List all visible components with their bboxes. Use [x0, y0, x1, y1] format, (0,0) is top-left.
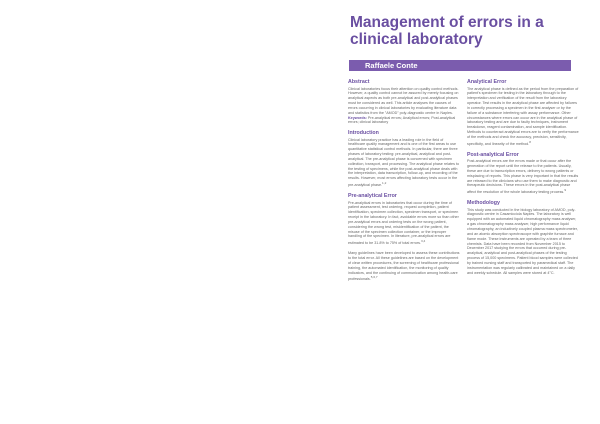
pre-analytical-text: Pre-analytical errors in laboratories that occur during the time of patient assessment, test ordering, request completion, patient identification, specimen collection, specimen transport, or specimen receipt in the laboratory. In fact, avoidable errors more so than other pre-analytical errors and ordering tests on the wrong patient, considering the wrong test, misidentification of the patient, the misuse of the specimen collection container, or the improper handling of the specimen. In literature, pre-analytical errors are estimated to be 31.8% to 75% of total errors.$^{3,4}$: [348, 200, 459, 246]
methodology-heading: Methodology: [467, 200, 500, 207]
post-analytical-heading: Post-analytical Error: [467, 151, 519, 158]
keywords-label: Keywords:: [348, 115, 367, 120]
author-name: Raffaele Conte: [365, 61, 418, 70]
article-title: Management of errors in a clinical laboratory: [350, 14, 544, 48]
post-citation: 9: [564, 188, 567, 193]
introduction-text: Clinical laboratory practice has a leading role in the field of healthcare quality management and is one of the first areas to use quantitative statistical control methods. In particular, there are three phases of laboratory testing: pre-analytical, analytical and post-analytical. The pre-analytical phase is concerned with specimen collection, transport, and processing. The analytical phase relates to the testing of specimens, while the post-analytical phase deals with the interpretation, data transcription, follow-up, and recording of the results. However, most errors affecting laboratory tests occur in the pre-analytical phase.$^{1,2}$: [348, 137, 460, 188]
post-analytical-text: Post-analytical errors are the errors made or that occur after the generation of the report until the release to the patients. Usually, these are due to transcription errors, delivery to wrong patients or misplacing of reports. This phase is very important in that the results are released to the clinicians who use them to make diagnostic and therapeutic decisions. These errors in the post-analytical phase affect the resolution of the whole laboratory testing process.$^9$: [467, 159, 579, 195]
pre-analytical-heading: Pre-analytical Error: [348, 193, 397, 200]
abstract-text: Clinical laboratories focus their attention on quality control methods. However, a quality control cannot be assured by merely focusing on analytical aspects as both pre-analytical and post-analytical phases must be considered as well. This article analyses the causes of errors occurring in clinical laboratories by evaluating literature data and statistics from the "AMOD" poly-diagnostic centre in Naples. Keywords: Pre-analytical errors; Analytical errors; Post-analytical errors; clinical laboratory: [348, 86, 459, 125]
author-bar: [349, 60, 571, 71]
analytical-citation: 8: [529, 139, 531, 144]
guidelines-text: Many guidelines have been developed to assess these contributions to the total error. All these guidelines are based on the development of clear written procedures, the screening of healthcare professional training, the automated identification, the monitoring of quality indicators, and the continuing of communication among health-care professionals.$^{5,6,7}$: [348, 251, 460, 282]
methodology-text: This study was conducted in the biology laboratory of AMOD, poly-diagnostic centre in Casamicciola Naples. The laboratory is well equipped with an automated liquid chromatography mass analyser, a gas chromatography mass analyser, high performance liquid chromatography, an inductively coupled plasma mass spectrometer, and an atomic absorption spectroscope with graphite furnace and flame mode. These instruments are operated by a team of three chemists. Data have been recorded from November 2015 to December 2017 studying the errors that occurred during pre-analytical, analytical and post-analytical phases of the testing process of 15,000 specimens. Patient blood samples were collected by trained nursing staff and transported by paramedical staff. The instrumentation was regularly calibrated and maintained on a daily and weekly schedule. All samples were stored at 4°C.: [467, 207, 578, 275]
introduction-heading: Introduction: [348, 130, 379, 137]
right-column: [467, 79, 579, 280]
keywords-text: Pre-analytical errors; Analytical errors; Post-analytical errors; clinical laboratory: [348, 115, 456, 125]
left-column: [348, 79, 460, 287]
abstract-heading: Abstract: [348, 79, 370, 85]
analytical-heading: Analytical Error: [467, 79, 507, 85]
analytical-text: The analytical phase is defined as the period from the preparation of patient's specimen for testing in the laboratory through to the interpretation and verification of the result from the laboratory operator. Test results in the analytical phase are affected by failures in correctly processing a specimen in the first analyser or by the failure of a substance interfering with assay performance. Other circumstances where errors can occur are in the analytical phase of laboratory testing and are due to faulty techniques, instrument breakdown, reagent contamination, and sample identification. Methods to counteract analytical errors are to verify the performance of the methods and check the accuracy, precision, sensitivity, specificity, and linearity of the method.$^8$: [467, 86, 579, 147]
intro-citation: 1,2: [382, 181, 387, 186]
guidelines-citation: 5,6,7: [370, 275, 378, 280]
pre-citation: 3,4: [420, 239, 426, 244]
